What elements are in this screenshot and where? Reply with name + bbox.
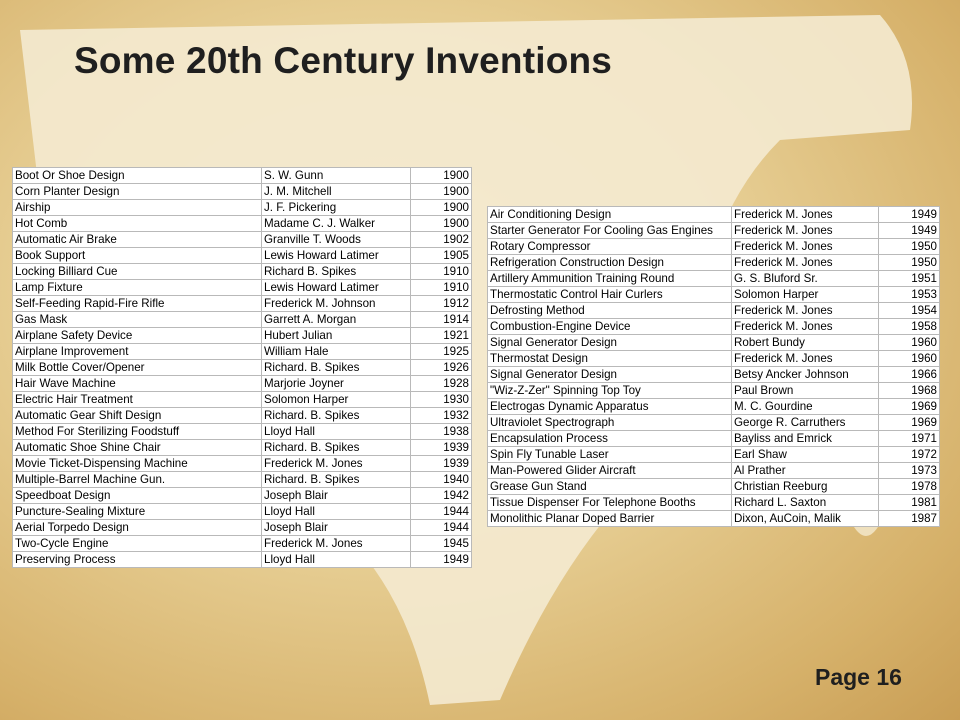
table-row [13,408,472,424]
invention-cell: Book Support [13,248,262,264]
invention-cell: Man-Powered Glider Aircraft [488,463,732,479]
table-row [13,392,472,408]
table-row [488,303,940,319]
year-cell: 1944 [411,520,472,536]
table-row [488,511,940,527]
invention-cell: Thermostatic Control Hair Curlers [488,287,732,303]
invention-cell: Multiple-Barrel Machine Gun. [13,472,262,488]
table-row [488,463,940,479]
year-cell: 1900 [411,216,472,232]
inventor-cell: Solomon Harper [262,392,411,408]
table-row [13,248,472,264]
inventor-cell: Bayliss and Emrick [732,431,879,447]
table-row [488,239,940,255]
inventor-cell: J. M. Mitchell [262,184,411,200]
table-row [13,264,472,280]
inventor-cell: Robert Bundy [732,335,879,351]
invention-cell: Lamp Fixture [13,280,262,296]
table-row [488,271,940,287]
inventor-cell: Richard. B. Spikes [262,472,411,488]
table-row [13,504,472,520]
invention-cell: Defrosting Method [488,303,732,319]
inventor-cell: Frederick M. Jones [262,536,411,552]
table-row [488,447,940,463]
invention-cell: Airplane Improvement [13,344,262,360]
invention-cell: Automatic Air Brake [13,232,262,248]
invention-cell: Locking Billiard Cue [13,264,262,280]
invention-cell: Preserving Process [13,552,262,568]
invention-cell: Spin Fly Tunable Laser [488,447,732,463]
year-cell: 1930 [411,392,472,408]
invention-cell: Gas Mask [13,312,262,328]
invention-cell: Tissue Dispenser For Telephone Booths [488,495,732,511]
table-row [13,472,472,488]
invention-cell: Combustion-Engine Device [488,319,732,335]
inventor-cell: Richard L. Saxton [732,495,879,511]
table-row [488,287,940,303]
inventor-cell: Frederick M. Jones [732,351,879,367]
year-cell: 1928 [411,376,472,392]
year-cell: 1942 [411,488,472,504]
inventor-cell: Frederick M. Jones [732,223,879,239]
inventor-cell: Paul Brown [732,383,879,399]
invention-cell: Thermostat Design [488,351,732,367]
table-row [488,431,940,447]
year-cell: 1944 [411,504,472,520]
invention-cell: Refrigeration Construction Design [488,255,732,271]
invention-cell: Puncture-Sealing Mixture [13,504,262,520]
year-cell: 1938 [411,424,472,440]
table-row [13,296,472,312]
year-cell: 1966 [879,367,940,383]
inventor-cell: George R. Carruthers [732,415,879,431]
inventor-cell: Garrett A. Morgan [262,312,411,328]
year-cell: 1912 [411,296,472,312]
year-cell: 1932 [411,408,472,424]
page-number: Page 16 [815,664,902,690]
year-cell: 1900 [411,200,472,216]
year-cell: 1910 [411,280,472,296]
invention-cell: Milk Bottle Cover/Opener [13,360,262,376]
table-row [488,319,940,335]
year-cell: 1939 [411,456,472,472]
inventions-table-left-body [13,168,472,568]
inventor-cell: Lewis Howard Latimer [262,280,411,296]
year-cell: 1925 [411,344,472,360]
invention-cell: Airship [13,200,262,216]
year-cell: 1900 [411,168,472,184]
inventor-cell: Earl Shaw [732,447,879,463]
inventor-cell: S. W. Gunn [262,168,411,184]
year-cell: 1950 [879,255,940,271]
invention-cell: Electric Hair Treatment [13,392,262,408]
year-cell: 1905 [411,248,472,264]
table-row [13,328,472,344]
invention-cell: Method For Sterilizing Foodstuff [13,424,262,440]
table-row [13,344,472,360]
table-row [488,415,940,431]
year-cell: 1902 [411,232,472,248]
inventor-cell: M. C. Gourdine [732,399,879,415]
inventor-cell: Lloyd Hall [262,552,411,568]
table-row [488,255,940,271]
invention-cell: "Wiz-Z-Zer" Spinning Top Toy [488,383,732,399]
invention-cell: Corn Planter Design [13,184,262,200]
inventor-cell: Lloyd Hall [262,424,411,440]
invention-cell: Two-Cycle Engine [13,536,262,552]
inventions-table-right [487,206,940,527]
year-cell: 1949 [879,223,940,239]
invention-cell: Starter Generator For Cooling Gas Engines [488,223,732,239]
table-row [13,440,472,456]
table-row [13,200,472,216]
table-row [13,520,472,536]
table-row [488,479,940,495]
inventor-cell: Frederick M. Jones [732,319,879,335]
invention-cell: Signal Generator Design [488,335,732,351]
inventor-cell: Al Prather [732,463,879,479]
inventor-cell: Christian Reeburg [732,479,879,495]
invention-cell: Electrogas Dynamic Apparatus [488,399,732,415]
table-row [488,495,940,511]
year-cell: 1926 [411,360,472,376]
inventor-cell: Frederick M. Jones [732,303,879,319]
invention-cell: Monolithic Planar Doped Barrier [488,511,732,527]
table-row [488,351,940,367]
year-cell: 1949 [879,207,940,223]
table-row [488,223,940,239]
invention-cell: Speedboat Design [13,488,262,504]
invention-cell: Air Conditioning Design [488,207,732,223]
inventor-cell: J. F. Pickering [262,200,411,216]
inventions-table-right-body [488,207,940,527]
year-cell: 1969 [879,415,940,431]
inventor-cell: William Hale [262,344,411,360]
inventor-cell: Frederick M. Jones [262,456,411,472]
table-row [13,312,472,328]
inventor-cell: Betsy Ancker Johnson [732,367,879,383]
invention-cell: Signal Generator Design [488,367,732,383]
year-cell: 1981 [879,495,940,511]
table-row [488,335,940,351]
year-cell: 1940 [411,472,472,488]
table-row [13,456,472,472]
inventor-cell: Lewis Howard Latimer [262,248,411,264]
invention-cell: Artillery Ammunition Training Round [488,271,732,287]
table-row [13,216,472,232]
invention-cell: Encapsulation Process [488,431,732,447]
year-cell: 1951 [879,271,940,287]
table-row [13,376,472,392]
inventor-cell: Richard. B. Spikes [262,440,411,456]
inventor-cell: Frederick M. Jones [732,255,879,271]
inventor-cell: Madame C. J. Walker [262,216,411,232]
invention-cell: Automatic Gear Shift Design [13,408,262,424]
invention-cell: Ultraviolet Spectrograph [488,415,732,431]
table-row [13,488,472,504]
inventor-cell: Marjorie Joyner [262,376,411,392]
inventions-table-left [12,167,472,568]
year-cell: 1987 [879,511,940,527]
invention-cell: Automatic Shoe Shine Chair [13,440,262,456]
year-cell: 1939 [411,440,472,456]
invention-cell: Rotary Compressor [488,239,732,255]
year-cell: 1945 [411,536,472,552]
year-cell: 1954 [879,303,940,319]
year-cell: 1968 [879,383,940,399]
table-row [13,232,472,248]
invention-cell: Movie Ticket-Dispensing Machine [13,456,262,472]
year-cell: 1972 [879,447,940,463]
table-row [13,360,472,376]
year-cell: 1969 [879,399,940,415]
inventor-cell: Lloyd Hall [262,504,411,520]
inventor-cell: Joseph Blair [262,488,411,504]
table-row [488,383,940,399]
table-row [13,552,472,568]
inventor-cell: Richard. B. Spikes [262,360,411,376]
inventor-cell: Dixon, AuCoin, Malik [732,511,879,527]
table-row [13,424,472,440]
table-row [488,207,940,223]
table-row [13,536,472,552]
year-cell: 1958 [879,319,940,335]
year-cell: 1950 [879,239,940,255]
invention-cell: Grease Gun Stand [488,479,732,495]
invention-cell: Aerial Torpedo Design [13,520,262,536]
inventor-cell: G. S. Bluford Sr. [732,271,879,287]
inventor-cell: Richard B. Spikes [262,264,411,280]
table-row [13,280,472,296]
year-cell: 1910 [411,264,472,280]
year-cell: 1960 [879,351,940,367]
inventor-cell: Granville T. Woods [262,232,411,248]
year-cell: 1978 [879,479,940,495]
inventor-cell: Joseph Blair [262,520,411,536]
year-cell: 1973 [879,463,940,479]
invention-cell: Self-Feeding Rapid-Fire Rifle [13,296,262,312]
invention-cell: Hair Wave Machine [13,376,262,392]
year-cell: 1921 [411,328,472,344]
year-cell: 1960 [879,335,940,351]
inventor-cell: Hubert Julian [262,328,411,344]
inventor-cell: Frederick M. Johnson [262,296,411,312]
invention-cell: Airplane Safety Device [13,328,262,344]
table-row [13,168,472,184]
year-cell: 1971 [879,431,940,447]
invention-cell: Hot Comb [13,216,262,232]
year-cell: 1914 [411,312,472,328]
table-row [488,367,940,383]
table-row [488,399,940,415]
inventor-cell: Solomon Harper [732,287,879,303]
inventor-cell: Richard. B. Spikes [262,408,411,424]
inventor-cell: Frederick M. Jones [732,207,879,223]
inventor-cell: Frederick M. Jones [732,239,879,255]
year-cell: 1949 [411,552,472,568]
table-row [13,184,472,200]
year-cell: 1953 [879,287,940,303]
slide-title: Some 20th Century Inventions [74,40,613,81]
invention-cell: Boot Or Shoe Design [13,168,262,184]
year-cell: 1900 [411,184,472,200]
